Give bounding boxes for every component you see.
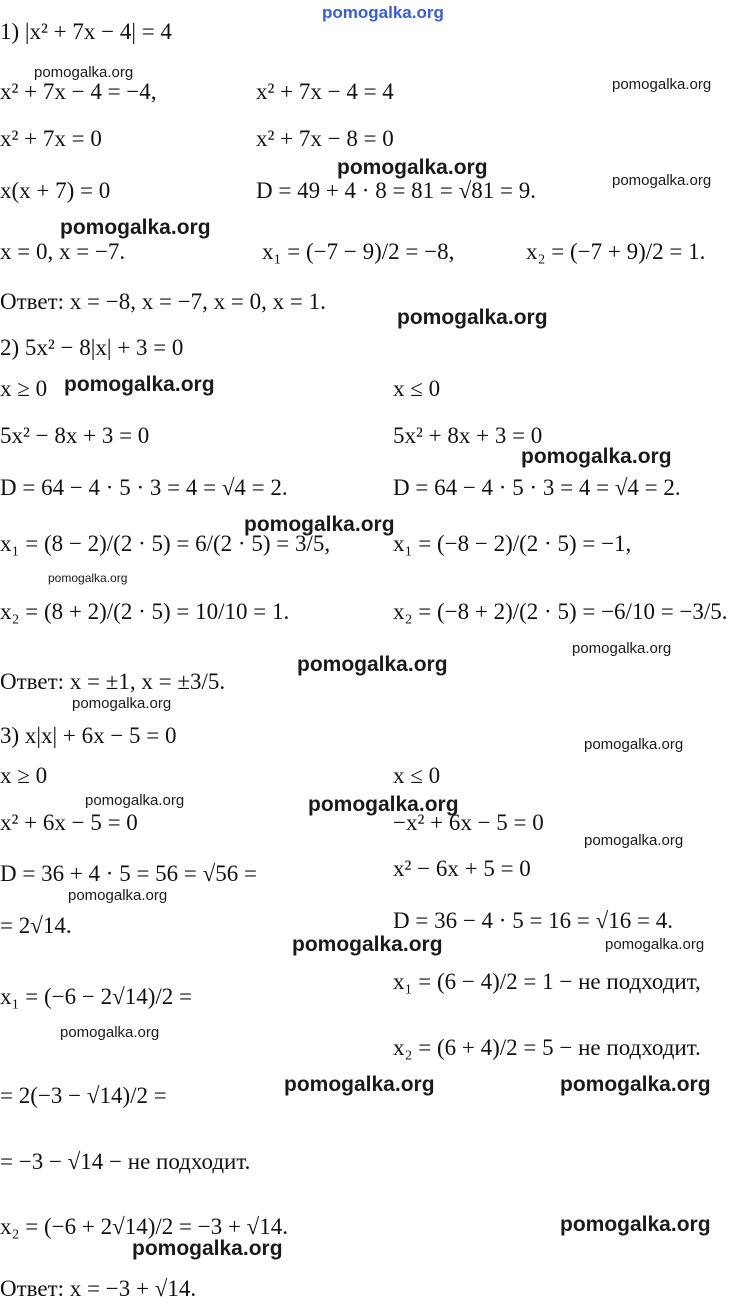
watermark: pomogalka.org bbox=[560, 1073, 711, 1096]
watermark: pomogalka.org bbox=[397, 306, 548, 329]
watermark: pomogalka.org bbox=[612, 76, 712, 93]
math-line-p2-l3b: D = 64 − 4 · 5 · 3 = 4 = √4 = 2. bbox=[393, 475, 681, 500]
math-line-p1-l1a: x² + 7x − 4 = −4, bbox=[0, 79, 157, 104]
math-line-p2-answer: Ответ: x = ±1, x = ±3/5. bbox=[0, 669, 226, 694]
math-line-p2-l2a: 5x² − 8x + 3 = 0 bbox=[0, 423, 150, 448]
math-line-p1-l2b: x² + 7x − 8 = 0 bbox=[256, 126, 394, 151]
math-line-p1-l1b: x² + 7x − 4 = 4 bbox=[256, 79, 394, 104]
watermark: pomogalka.org bbox=[560, 1213, 711, 1236]
math-line-p3-l1b: x ≤ 0 bbox=[393, 763, 441, 788]
watermark: pomogalka.org bbox=[612, 172, 712, 189]
math-line-p1-l3b: D = 49 + 4 · 8 = 81 = √81 = 9. bbox=[256, 178, 536, 203]
watermark: pomogalka.org bbox=[337, 156, 488, 179]
watermark: pomogalka.org bbox=[72, 695, 172, 712]
watermark: pomogalka.org bbox=[85, 792, 185, 809]
watermark: pomogalka.org bbox=[292, 933, 443, 956]
math-line-p2-l4b: x₁ = (−8 − 2)/(2 · 5) = −1, bbox=[393, 531, 632, 556]
math-line-p3-l3a: D = 36 + 4 · 5 = 56 = √56 = bbox=[0, 861, 257, 886]
watermark: pomogalka.org bbox=[64, 373, 215, 396]
math-line-p3-l4b: D = 36 − 4 · 5 = 16 = √16 = 4. bbox=[393, 908, 673, 933]
math-line-p3-l8a: x₂ = (−6 + 2√14)/2 = −3 + √14. bbox=[0, 1214, 289, 1239]
watermark: pomogalka.org bbox=[584, 736, 684, 753]
math-line-p3-l2b: −x² + 6x − 5 = 0 bbox=[393, 810, 544, 835]
watermark: pomogalka.org bbox=[60, 216, 211, 239]
watermark: pomogalka.org bbox=[68, 887, 168, 904]
watermark: pomogalka.org bbox=[284, 1073, 435, 1096]
watermark: pomogalka.org bbox=[605, 936, 705, 953]
math-line-p1-title: 1) |x² + 7x − 4| = 4 bbox=[0, 19, 172, 44]
math-line-p1-l4a: x = 0, x = −7. bbox=[0, 239, 126, 264]
math-line-p3-l3b: x² − 6x + 5 = 0 bbox=[393, 856, 531, 881]
watermark: pomogalka.org bbox=[521, 445, 672, 468]
math-line-p2-l2b: 5x² + 8x + 3 = 0 bbox=[393, 423, 543, 448]
math-line-p1-l3a: x(x + 7) = 0 bbox=[0, 178, 111, 203]
math-line-p2-l1b: x ≤ 0 bbox=[393, 376, 441, 401]
math-line-p3-l4a: = 2√14. bbox=[0, 913, 72, 938]
math-line-p3-l7a: = −3 − √14 − не подходит. bbox=[0, 1149, 251, 1174]
math-line-p3-l5a: x₁ = (−6 − 2√14)/2 = bbox=[0, 984, 192, 1009]
math-line-p3-l1a: x ≥ 0 bbox=[0, 763, 48, 788]
math-line-p3-l5b: x₁ = (6 − 4)/2 = 1 − не подходит, bbox=[393, 969, 701, 994]
watermark: pomogalka.org bbox=[572, 640, 672, 657]
math-line-p1-answer: Ответ: x = −8, x = −7, x = 0, x = 1. bbox=[0, 289, 326, 314]
math-line-p1-l4b: x₁ = (−7 − 9)/2 = −8, bbox=[262, 239, 455, 264]
math-line-p3-title: 3) x|x| + 6x − 5 = 0 bbox=[0, 723, 177, 748]
watermark: pomogalka.org bbox=[308, 793, 459, 816]
math-line-p3-answer: Ответ: x = −3 + √14. bbox=[0, 1276, 197, 1301]
watermark: pomogalka.org bbox=[132, 1237, 283, 1260]
watermark: pomogalka.org bbox=[34, 64, 134, 81]
watermark: pomogalka.org bbox=[48, 571, 128, 585]
math-line-p1-l2a: x² + 7x = 0 bbox=[0, 126, 102, 151]
math-line-p2-l1a: x ≥ 0 bbox=[0, 376, 48, 401]
math-line-p3-l6a: = 2(−3 − √14)/2 = bbox=[0, 1083, 167, 1108]
math-line-p2-title: 2) 5x² − 8|x| + 3 = 0 bbox=[0, 335, 184, 360]
watermark: pomogalka.org bbox=[297, 653, 448, 676]
watermark: pomogalka.org bbox=[60, 1024, 160, 1041]
math-line-p2-l4a: x₁ = (8 − 2)/(2 · 5) = 6/(2 · 5) = 3/5, bbox=[0, 531, 331, 556]
math-line-p2-l3a: D = 64 − 4 · 5 · 3 = 4 = √4 = 2. bbox=[0, 475, 288, 500]
math-line-p1-l4c: x₂ = (−7 + 9)/2 = 1. bbox=[526, 239, 706, 264]
math-line-p2-l5b: x₂ = (−8 + 2)/(2 · 5) = −6/10 = −3/5. bbox=[393, 599, 728, 624]
math-line-p3-l2a: x² + 6x − 5 = 0 bbox=[0, 810, 138, 835]
math-line-p3-l6b: x₂ = (6 + 4)/2 = 5 − не подходит. bbox=[393, 1035, 701, 1060]
watermark: pomogalka.org bbox=[322, 3, 444, 22]
math-line-p2-l5a: x₂ = (8 + 2)/(2 · 5) = 10/10 = 1. bbox=[0, 599, 290, 624]
watermark: pomogalka.org bbox=[584, 832, 684, 849]
watermark: pomogalka.org bbox=[244, 513, 395, 536]
